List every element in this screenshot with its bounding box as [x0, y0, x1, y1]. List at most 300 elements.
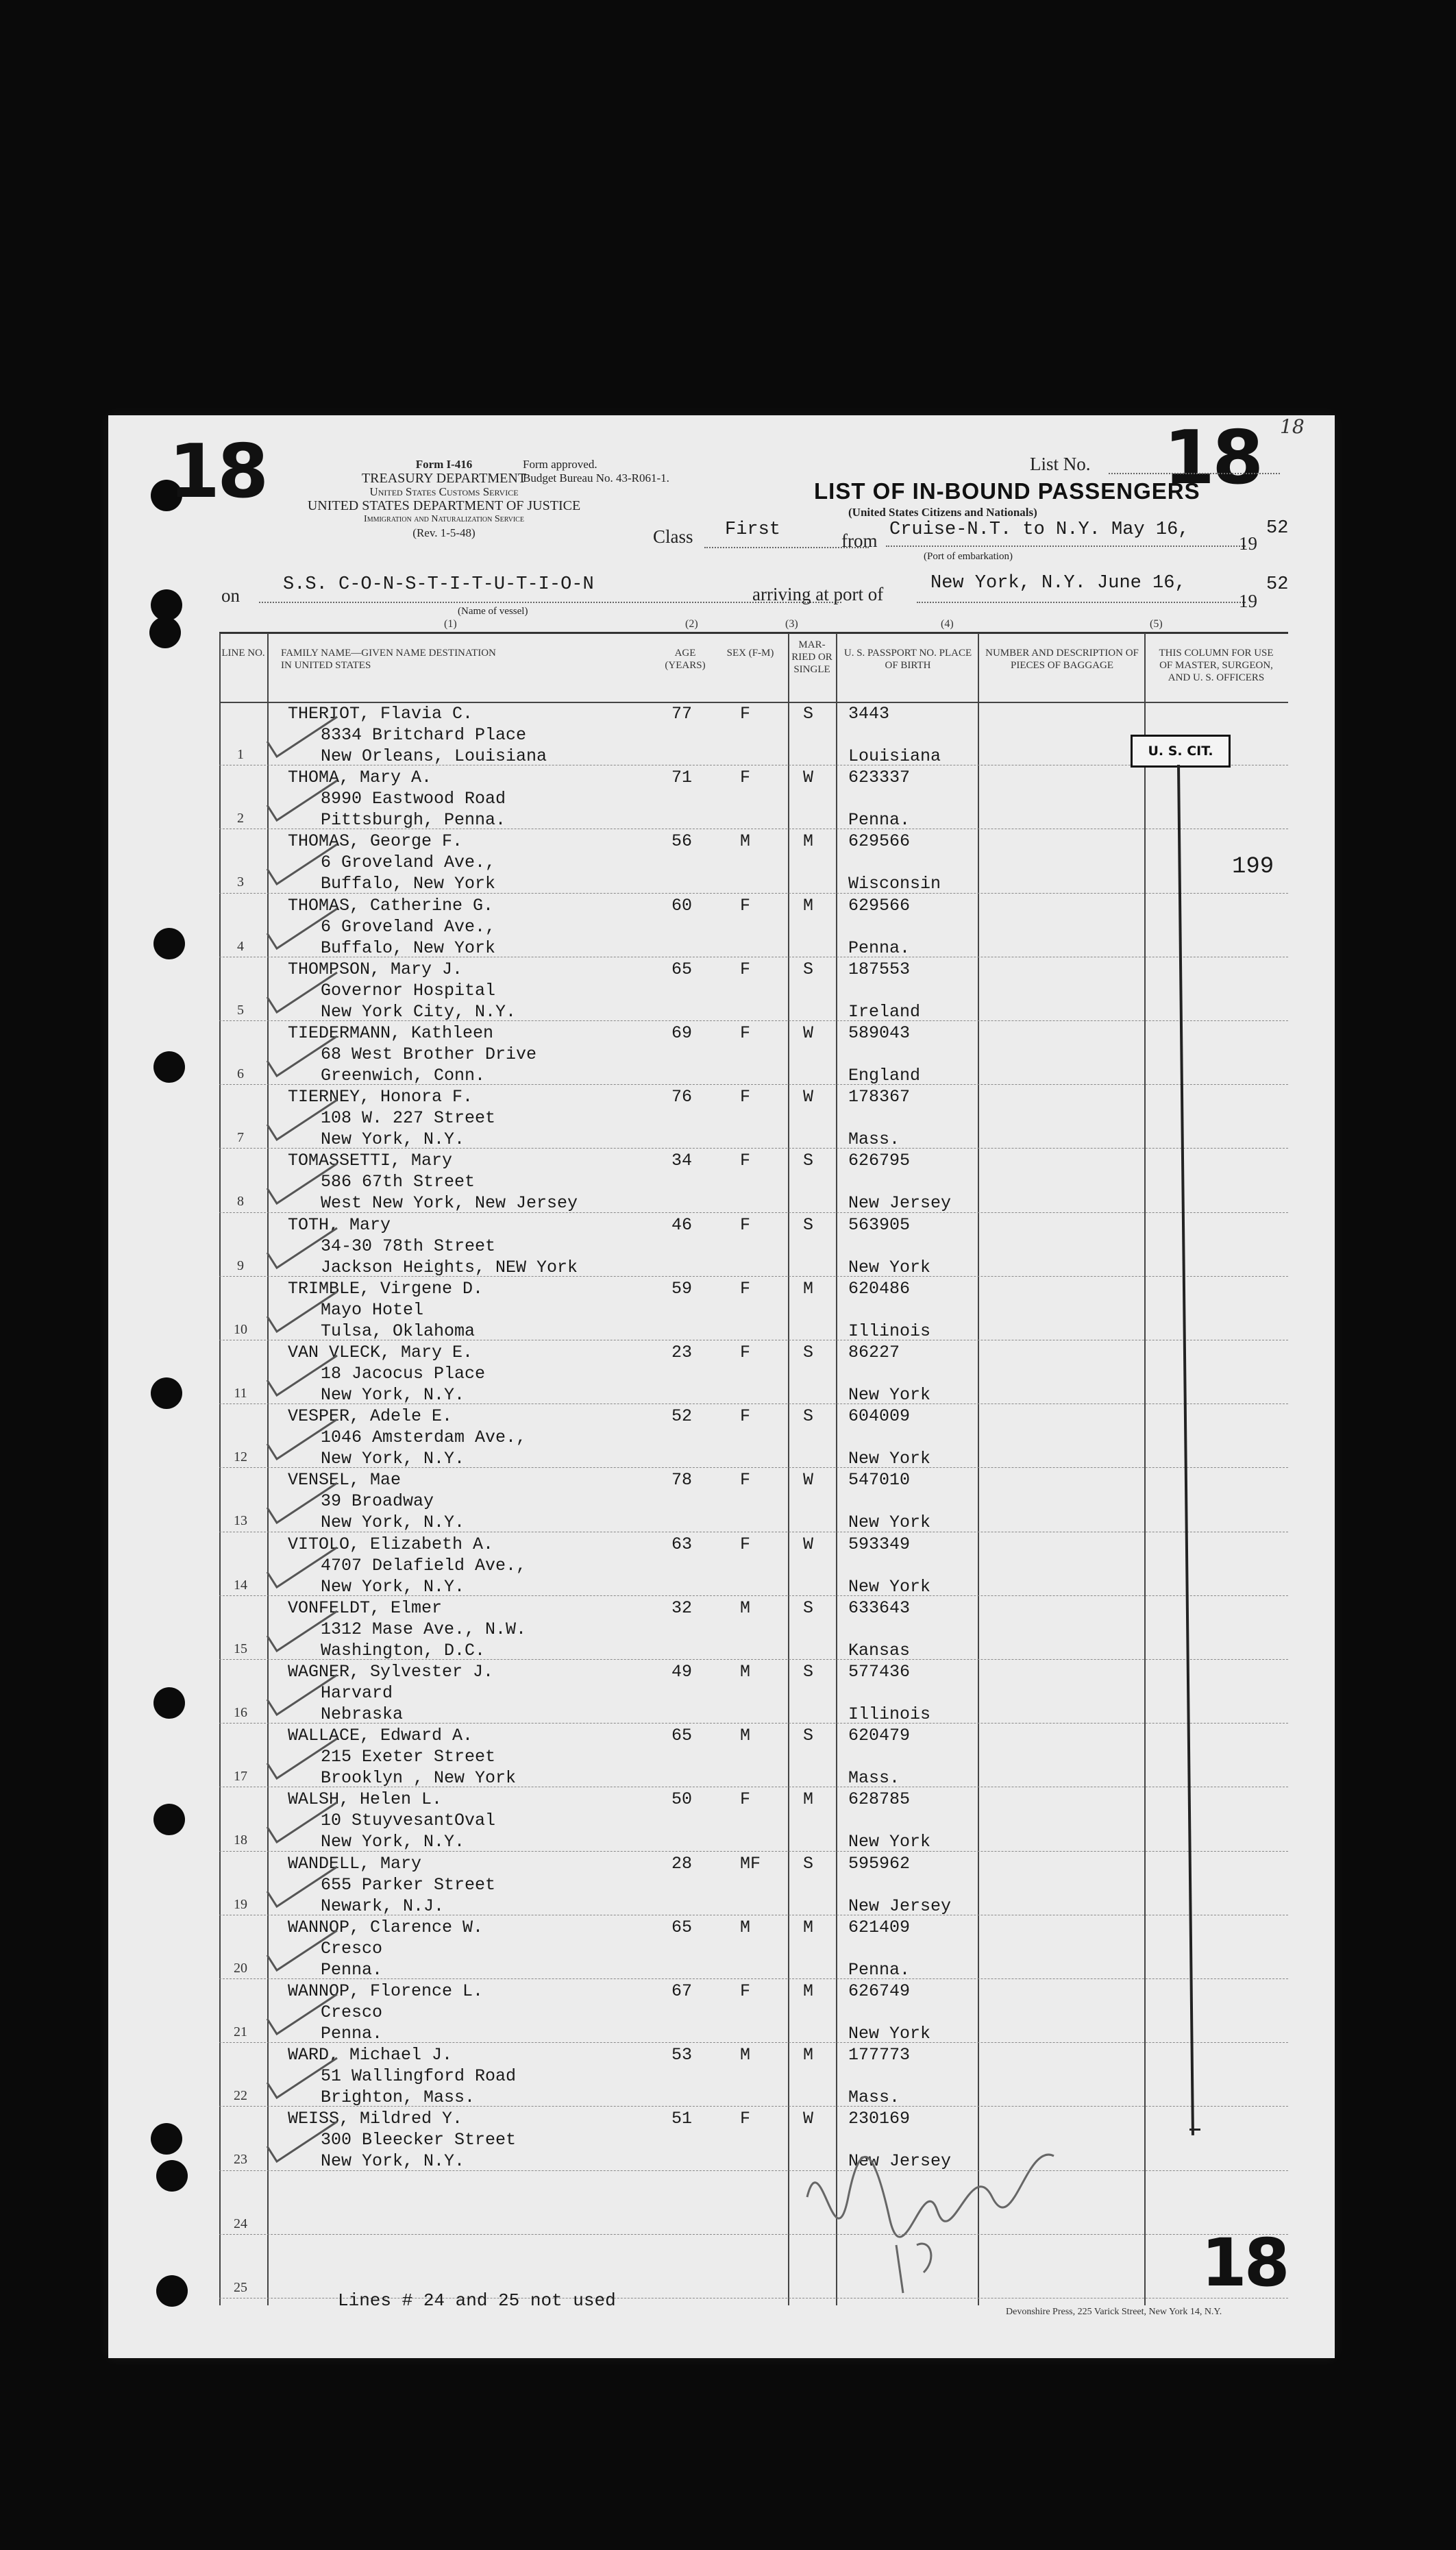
passenger-sex: F — [740, 1278, 751, 1299]
check-mark-icon — [262, 1545, 344, 1593]
punch-hole — [153, 1687, 185, 1719]
passenger-sex: F — [740, 1214, 751, 1235]
list-no-line — [1109, 473, 1280, 474]
approved-text: Form approved. — [523, 458, 597, 471]
budget-text: Budget Bureau No. 43-R061-1. — [523, 471, 669, 485]
passenger-name: WANNOP, Florence L. — [288, 1981, 484, 2001]
table-row — [219, 957, 1288, 1021]
punch-hole — [151, 1377, 182, 1409]
col-num-1: (1) — [444, 618, 457, 630]
vessel-note: (Name of vessel) — [458, 606, 528, 617]
table-row — [219, 1404, 1288, 1468]
passenger-age: 32 — [671, 1597, 693, 1618]
justice-department: UNITED STATES DEPARTMENT OF JUSTICE — [307, 498, 581, 513]
table-row — [219, 1724, 1288, 1787]
table-row — [219, 1532, 1288, 1596]
check-mark-icon — [262, 970, 344, 1018]
passenger-sex: M — [740, 1726, 751, 1746]
passport-number: 633643 — [848, 1597, 911, 1618]
table-row — [219, 1149, 1288, 1212]
passenger-address-1: Cresco — [321, 2002, 383, 2022]
us-cit-arrow-tick — [1189, 2129, 1200, 2131]
passenger-address-1: 108 W. 227 Street — [321, 1108, 496, 1129]
check-mark-icon — [262, 2055, 344, 2103]
passenger-address-1: 39 Broadway — [321, 1491, 434, 1512]
passenger-address-1: 68 West Brother Drive — [321, 1044, 537, 1064]
line-number: 3 — [237, 874, 244, 890]
passenger-address-1: 1312 Mase Ave., N.W. — [321, 1619, 527, 1639]
passenger-address-1: 4707 Delafield Ave., — [321, 1555, 527, 1576]
passenger-name: WANDELL, Mary — [288, 1853, 422, 1874]
table-row — [219, 1021, 1288, 1085]
passenger-marital: S — [803, 1597, 814, 1618]
arrival-year-prefix: 19 — [1239, 591, 1257, 611]
stamp-number-bottom: 18 — [1201, 2224, 1287, 2301]
passenger-sex: F — [740, 1981, 751, 2001]
passenger-age: 77 — [671, 704, 693, 724]
line-number: 19 — [234, 1896, 247, 1912]
passenger-name: WALLACE, Edward A. — [288, 1726, 473, 1746]
passenger-name: THOMPSON, Mary J. — [288, 959, 463, 979]
passenger-address-1: Mayo Hotel — [321, 1299, 424, 1320]
col-header-name: FAMILY NAME—GIVEN NAME DESTINATION IN UNITED STATES — [281, 648, 496, 671]
place-of-birth: New York — [848, 1576, 931, 1597]
passenger-address-1: 8990 Eastwood Road — [321, 789, 506, 809]
col-header-line-no: LINE NO. — [221, 648, 265, 659]
from-label: from — [841, 530, 878, 551]
col-num-3: (3) — [785, 618, 798, 630]
passenger-name: VAN VLECK, Mary E. — [288, 1343, 473, 1362]
place-of-birth: New York — [848, 1257, 931, 1277]
place-of-birth: New Jersey — [848, 1896, 952, 1916]
check-mark-icon — [262, 906, 344, 954]
passenger-name: VONFELDT, Elmer — [288, 1597, 443, 1618]
place-of-birth: New York — [848, 1449, 931, 1469]
passport-number: 620486 — [848, 1278, 911, 1299]
place-of-birth: New York — [848, 1385, 931, 1405]
check-mark-icon — [262, 1672, 344, 1720]
passenger-address-1: 586 67th Street — [321, 1172, 476, 1192]
passenger-sex: M — [740, 2045, 751, 2065]
passport-number: 547010 — [848, 1470, 911, 1491]
punch-hole — [153, 1051, 185, 1083]
col-num-5: (5) — [1150, 618, 1163, 630]
check-mark-icon — [262, 1353, 344, 1401]
check-mark-icon — [262, 1033, 344, 1081]
check-mark-icon — [262, 1608, 344, 1656]
passenger-age: 50 — [671, 1789, 693, 1810]
place-of-birth: Wisconsin — [848, 874, 941, 894]
line-number: 12 — [234, 1449, 247, 1465]
stamp-number-left: 18 — [169, 429, 267, 515]
passenger-address-2: New York, N.Y. — [321, 1385, 465, 1405]
passenger-sex: F — [740, 959, 751, 979]
pencil-corner-number: 18 — [1280, 415, 1305, 438]
year-prefix: 19 — [1239, 533, 1257, 554]
passenger-name: WAGNER, Sylvester J. — [288, 1662, 494, 1682]
passenger-age: 65 — [671, 959, 693, 979]
table-row — [219, 1660, 1288, 1724]
passenger-name: TRIMBLE, Virgene D. — [288, 1278, 484, 1299]
passenger-name: VENSEL, Mae — [288, 1470, 402, 1491]
passport-number: 178367 — [848, 1087, 911, 1107]
passenger-address-2: Jackson Heights, NEW York — [321, 1257, 578, 1277]
passenger-address-2: New York, N.Y. — [321, 1449, 465, 1469]
passenger-sex: F — [740, 1789, 751, 1810]
place-of-birth: Penna. — [848, 810, 911, 831]
check-mark-icon — [262, 1736, 344, 1784]
col-header-age: AGE (YEARS) — [665, 648, 706, 671]
passport-number: 3443 — [848, 704, 890, 724]
passenger-name: THOMA, Mary A. — [288, 768, 432, 788]
passenger-marital: S — [803, 959, 814, 979]
arrival-line — [917, 602, 1246, 603]
table-row — [219, 1852, 1288, 1915]
passenger-sex: F — [740, 704, 751, 724]
class-label: Class — [653, 526, 693, 547]
line-number: 1 — [237, 747, 244, 762]
revision: (Rev. 1-5-48) — [412, 526, 476, 539]
us-cit-stamp: U. S. CIT. — [1131, 735, 1231, 768]
passenger-age: 71 — [671, 768, 693, 788]
form-approval — [523, 458, 669, 485]
passport-number: 620479 — [848, 1726, 911, 1746]
table-row — [219, 702, 1288, 765]
passport-number: 563905 — [848, 1214, 911, 1235]
table-row — [219, 1213, 1288, 1277]
passenger-marital: M — [803, 831, 814, 852]
passenger-address-2: New York, N.Y. — [321, 1832, 465, 1852]
form-title: LIST OF IN-BOUND PASSENGERS — [814, 478, 1200, 504]
passenger-address-2: New York, N.Y. — [321, 1576, 465, 1597]
punch-hole — [153, 1804, 185, 1835]
passenger-sex: F — [740, 1343, 751, 1362]
passenger-age: 46 — [671, 1214, 693, 1235]
passenger-sex: M — [740, 1662, 751, 1682]
passenger-address-1: 18 Jacocus Place — [321, 1364, 486, 1384]
passenger-address-2: Nebraska — [321, 1704, 404, 1724]
passenger-age: 49 — [671, 1662, 693, 1682]
punch-hole — [156, 2160, 188, 2192]
passenger-name: VITOLO, Elizabeth A. — [288, 1534, 494, 1554]
passenger-name: TOTH, Mary — [288, 1214, 391, 1235]
line-number: 13 — [234, 1513, 247, 1529]
passport-number: 86227 — [848, 1343, 900, 1362]
place-of-birth: Penna. — [848, 937, 911, 958]
arriving-label: arriving at port of — [752, 584, 884, 604]
passenger-sex: M — [740, 831, 751, 852]
passenger-address-2: New Orleans, Louisiana — [321, 746, 547, 766]
table-row — [219, 765, 1288, 829]
passenger-address-1: Cresco — [321, 1938, 383, 1959]
place-of-birth: Penna. — [848, 1959, 911, 1980]
class-value: First — [725, 519, 781, 540]
department: TREASURY DEPARTMENT — [361, 471, 527, 486]
passenger-age: 65 — [671, 1917, 693, 1937]
passenger-marital: M — [803, 1917, 814, 1937]
passenger-marital: M — [803, 2045, 814, 2065]
table-row — [219, 1277, 1288, 1340]
check-mark-icon — [262, 1161, 344, 1209]
passport-number: 629566 — [848, 895, 911, 916]
table-row — [219, 1340, 1288, 1404]
passport-number: 628785 — [848, 1789, 911, 1810]
passenger-address-2: Washington, D.C. — [321, 1640, 486, 1660]
passenger-marital: S — [803, 1726, 814, 1746]
passport-number: 623337 — [848, 768, 911, 788]
passenger-address-2: Pittsburgh, Penna. — [321, 810, 506, 831]
table-row — [219, 1979, 1288, 2043]
line-number: 21 — [234, 2024, 247, 2039]
passenger-table — [219, 633, 1288, 2305]
table-row — [219, 2107, 1288, 2170]
place-of-birth: New York — [848, 2024, 931, 2044]
passenger-address-1: 1046 Amsterdam Ave., — [321, 1427, 527, 1448]
passenger-sex: MF — [740, 1853, 761, 1874]
table-row — [219, 2171, 1288, 2235]
passenger-marital: W — [803, 1534, 814, 1554]
passenger-name: TOMASSETTI, Mary — [288, 1151, 453, 1171]
passport-number: 577436 — [848, 1662, 911, 1682]
on-label: on — [221, 585, 240, 606]
passenger-sex: F — [740, 768, 751, 788]
passenger-name: TIERNEY, Honora F. — [288, 1087, 473, 1107]
customs-service: United States Customs Service — [369, 485, 519, 498]
ins: Immigration and Naturalization Service — [364, 514, 524, 524]
passenger-age: 56 — [671, 831, 693, 852]
passenger-address-1: 51 Wallingford Road — [321, 2066, 517, 2087]
line-number: 4 — [237, 938, 244, 954]
col-num-2: (2) — [685, 618, 698, 630]
line-number: 23 — [234, 2152, 247, 2168]
footer-press: Devonshire Press, 225 Varick Street, New York 14, N.Y. — [1006, 2307, 1222, 2317]
form-subtitle: (United States Citizens and Nationals) — [848, 506, 1037, 519]
passenger-address-2: Penna. — [321, 1959, 383, 1980]
place-of-birth: Mass. — [848, 1129, 900, 1150]
table-row — [219, 1468, 1288, 1532]
arrival-value: New York, N.Y. June 16, — [930, 573, 1186, 593]
place-of-birth: New Jersey — [848, 2151, 952, 2172]
passport-number: 595962 — [848, 1853, 911, 1874]
passenger-address-1: 215 Exeter Street — [321, 1747, 496, 1767]
line-number: 5 — [237, 1002, 244, 1018]
passenger-address-2: Tulsa, Oklahoma — [321, 1321, 476, 1341]
passenger-age: 63 — [671, 1534, 693, 1554]
passenger-age: 69 — [671, 1023, 693, 1043]
line-number: 9 — [237, 1258, 244, 1273]
from-line — [886, 545, 1246, 547]
passenger-sex: F — [740, 1470, 751, 1491]
passenger-address-1: 6 Groveland Ave., — [321, 853, 496, 873]
line-number: 20 — [234, 1960, 247, 1976]
passenger-address-1: Governor Hospital — [321, 980, 496, 1001]
line-number: 24 — [234, 2216, 247, 2231]
passenger-marital: M — [803, 1278, 814, 1299]
passport-number: 177773 — [848, 2045, 911, 2065]
passenger-sex: M — [740, 1597, 751, 1618]
passenger-name: THERIOT, Flavia C. — [288, 704, 473, 724]
place-of-birth: England — [848, 1066, 921, 1086]
passenger-address-1: 8334 Britchard Place — [321, 725, 527, 745]
line-number: 17 — [234, 1769, 247, 1785]
passenger-age: 67 — [671, 1981, 693, 2001]
place-of-birth: Louisiana — [848, 746, 941, 766]
passenger-address-1: 34-30 78th Street — [321, 1236, 496, 1256]
passenger-sex: M — [740, 1917, 751, 1937]
pencil-signature — [793, 2115, 1081, 2307]
passport-number: 626749 — [848, 1981, 911, 2001]
table-row — [219, 1085, 1288, 1149]
manifest-page — [108, 415, 1335, 2358]
arrival-year: 52 — [1266, 574, 1289, 595]
form-number: Form I-416 — [415, 458, 473, 471]
passenger-age: 34 — [671, 1151, 693, 1171]
passenger-marital: S — [803, 1151, 814, 1171]
passenger-age: 78 — [671, 1470, 693, 1491]
passenger-age: 52 — [671, 1406, 693, 1427]
passenger-sex: F — [740, 1023, 751, 1043]
line-number: 10 — [234, 1321, 247, 1337]
passport-number: 593349 — [848, 1534, 911, 1554]
place-of-birth: Ireland — [848, 1001, 921, 1022]
passenger-sex: F — [740, 1151, 751, 1171]
passenger-marital: W — [803, 1087, 814, 1107]
passenger-age: 60 — [671, 895, 693, 916]
table-row — [219, 2043, 1288, 2107]
passenger-age: 51 — [671, 2109, 693, 2129]
passenger-marital: S — [803, 1343, 814, 1362]
passenger-address-1: 10 StuyvesantOval — [321, 1811, 496, 1831]
line-number: 16 — [234, 1705, 247, 1720]
passenger-address-2: New York City, N.Y. — [321, 1001, 517, 1022]
passport-number: 187553 — [848, 959, 911, 979]
passport-number: 629566 — [848, 831, 911, 852]
col-header-sex: SEX (F-M) — [726, 648, 774, 659]
passenger-name: WARD, Michael J. — [288, 2045, 453, 2065]
check-mark-icon — [262, 1928, 344, 1976]
passenger-name: TIEDERMANN, Kathleen — [288, 1023, 494, 1043]
line-number: 15 — [234, 1641, 247, 1656]
col-header-married: MAR-RIED OR SINGLE — [791, 639, 832, 675]
table-row — [219, 829, 1288, 893]
check-mark-icon — [262, 1480, 344, 1528]
passenger-address-2: Penna. — [321, 2024, 383, 2044]
place-of-birth: Kansas — [848, 1640, 911, 1660]
passenger-sex: F — [740, 1087, 751, 1107]
passenger-address-1: 300 Bleecker Street — [321, 2130, 517, 2150]
passenger-age: 65 — [671, 1726, 693, 1746]
passenger-marital: W — [803, 2109, 814, 2129]
passport-number: 589043 — [848, 1023, 911, 1043]
col-header-officers: THIS COLUMN FOR USE OF MASTER, SURGEON, AND U. S. OFFICERS — [1159, 648, 1274, 683]
annotation-199: 199 — [1232, 854, 1274, 880]
check-mark-icon — [262, 714, 344, 762]
line-number: 11 — [234, 1386, 247, 1401]
passenger-sex: F — [740, 1406, 751, 1427]
passenger-address-2: New York, N.Y. — [321, 2151, 465, 2172]
passenger-address-2: New York, N.Y. — [321, 1129, 465, 1150]
vessel-value: S.S. C-O-N-S-T-I-T-U-T-I-O-N — [283, 574, 594, 595]
passenger-address-2: Buffalo, New York — [321, 937, 496, 958]
place-of-birth: New York — [848, 1512, 931, 1533]
table-row — [219, 894, 1288, 957]
passenger-marital: W — [803, 768, 814, 788]
passenger-age: 28 — [671, 1853, 693, 1874]
line-number: 8 — [237, 1194, 244, 1210]
passenger-name: WANNOP, Clarence W. — [288, 1917, 484, 1937]
passenger-sex: F — [740, 895, 751, 916]
passenger-age: 23 — [671, 1343, 693, 1362]
passport-number: 230169 — [848, 2109, 911, 2129]
col-header-passport: U. S. PASSPORT NO. PLACE OF BIRTH — [843, 648, 972, 671]
passenger-marital: S — [803, 1214, 814, 1235]
passenger-address-2: New York, N.Y. — [321, 1512, 465, 1533]
place-of-birth: Mass. — [848, 2087, 900, 2108]
passenger-sex: F — [740, 2109, 751, 2129]
passenger-marital: W — [803, 1023, 814, 1043]
passenger-address-2: Newark, N.J. — [321, 1896, 445, 1916]
passenger-age: 59 — [671, 1278, 693, 1299]
place-of-birth: Illinois — [848, 1321, 931, 1341]
passenger-address-2: West New York, New Jersey — [321, 1193, 578, 1214]
punch-hole — [153, 928, 185, 959]
passenger-marital: M — [803, 1981, 814, 2001]
table-row — [219, 2235, 1288, 2298]
passenger-name: THOMAS, Catherine G. — [288, 895, 494, 916]
line-number: 25 — [234, 2279, 247, 2295]
passenger-marital: S — [803, 1406, 814, 1427]
line-number: 2 — [237, 811, 244, 826]
table-row — [219, 1787, 1288, 1851]
check-mark-icon — [262, 1225, 344, 1273]
check-mark-icon — [262, 1417, 344, 1464]
embark-note: (Port of embarkation) — [924, 551, 1013, 562]
place-of-birth: New Jersey — [848, 1193, 952, 1214]
check-mark-icon — [262, 1097, 344, 1145]
check-mark-icon — [262, 2119, 344, 2167]
lines-not-used: Lines # 24 and 25 not used — [338, 2290, 616, 2311]
line-number: 7 — [237, 1130, 244, 1146]
passenger-age: 53 — [671, 2045, 693, 2065]
check-mark-icon — [262, 1991, 344, 2039]
passenger-name: WALSH, Helen L. — [288, 1789, 443, 1810]
passenger-age: 76 — [671, 1087, 693, 1107]
check-mark-icon — [262, 1289, 344, 1337]
passenger-address-1: Harvard — [321, 1683, 393, 1703]
line-number: 14 — [234, 1577, 247, 1593]
passenger-address-1: 6 Groveland Ave., — [321, 916, 496, 937]
passenger-address-1: 655 Parker Street — [321, 1874, 496, 1895]
passenger-name: WEISS, Mildred Y. — [288, 2109, 463, 2129]
col-num-4: (4) — [941, 618, 954, 630]
passenger-address-2: Brooklyn , New York — [321, 1768, 517, 1789]
check-mark-icon — [262, 842, 344, 890]
line-number: 18 — [234, 1832, 247, 1848]
col-header-baggage: NUMBER AND DESCRIPTION OF PIECES OF BAGGAGE — [985, 648, 1139, 671]
passenger-address-2: Buffalo, New York — [321, 874, 496, 894]
table-row — [219, 1596, 1288, 1660]
passenger-marital: M — [803, 895, 814, 916]
passenger-marital: S — [803, 704, 814, 724]
punch-hole — [149, 617, 181, 648]
passenger-marital: W — [803, 1470, 814, 1491]
from-value: Cruise-N.T. to N.Y. May 16, — [889, 519, 1189, 540]
line-number: 6 — [237, 1066, 244, 1081]
table-row — [219, 1915, 1288, 1979]
passport-number: 626795 — [848, 1151, 911, 1171]
place-of-birth: New York — [848, 1832, 931, 1852]
stamp-number-right: 18 — [1163, 415, 1261, 501]
